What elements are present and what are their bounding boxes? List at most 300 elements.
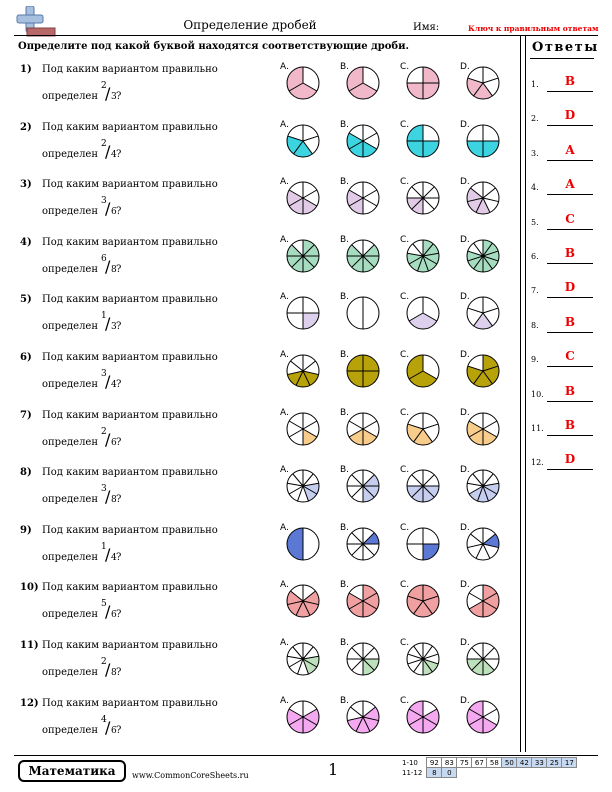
option-letter: C. — [400, 177, 410, 188]
fraction-numerator: 2 — [101, 657, 107, 667]
answer-number: 9. — [531, 355, 539, 365]
option-letter: C. — [400, 119, 410, 130]
fraction-denominator: 8 — [111, 264, 117, 275]
pie-divider — [363, 544, 374, 555]
fraction — [100, 541, 117, 564]
question-mark: ? — [116, 379, 122, 390]
option-letter: D. — [460, 62, 470, 72]
answer-option — [280, 638, 320, 674]
answer-line — [547, 263, 593, 264]
question-fraction-line — [42, 714, 122, 737]
pie-divider — [289, 421, 303, 429]
answer-line — [547, 229, 593, 230]
fraction-pie — [346, 527, 380, 561]
score-cell: 25 — [547, 758, 562, 768]
score-cell: 17 — [562, 758, 577, 768]
fraction-pie — [346, 354, 380, 388]
column-divider — [520, 36, 526, 752]
answer-option — [280, 580, 320, 616]
question-fraction-line — [42, 599, 122, 622]
answer-line — [547, 125, 593, 126]
option-letter: C. — [400, 62, 410, 72]
pie-divider — [423, 187, 434, 198]
question-mark: ? — [116, 551, 122, 563]
answers-title-rule — [530, 58, 594, 59]
fraction-pie — [466, 124, 500, 158]
answer-number: 10. — [531, 389, 544, 399]
question-text: Под каким вариантом правильно — [42, 294, 218, 306]
fraction-pie — [406, 412, 440, 446]
fraction-numerator: 2 — [101, 426, 107, 437]
option-letter: B. — [340, 119, 350, 130]
fraction-slash: / — [105, 602, 111, 622]
answer-number: 6. — [531, 252, 539, 261]
answer-item — [531, 311, 597, 337]
fraction-pie — [286, 642, 320, 676]
answer-option — [340, 177, 380, 213]
answer-value: B — [564, 418, 576, 432]
answer-number: 3. — [531, 148, 539, 158]
answer-option — [400, 695, 440, 732]
fraction-pie — [286, 700, 320, 734]
pie-divider — [352, 544, 363, 555]
option-letter: A. — [280, 292, 289, 303]
option-letter: A. — [280, 119, 289, 130]
fraction-slash: / — [105, 141, 111, 161]
answer-item — [531, 276, 597, 302]
answer-option — [340, 62, 380, 98]
fraction — [100, 369, 117, 391]
fraction — [100, 196, 117, 219]
question-number: 4) — [20, 236, 32, 248]
answer-number: 5. — [531, 217, 539, 227]
question-mark: ? — [116, 206, 122, 218]
answer-item — [531, 242, 597, 268]
answer-option — [280, 350, 320, 386]
fraction-pie — [466, 239, 500, 273]
fraction-numerator: 1 — [101, 311, 107, 322]
answer-option — [400, 350, 440, 386]
fraction-numerator: 4 — [101, 714, 107, 725]
fraction-denominator: 6 — [111, 725, 117, 736]
answer-option — [340, 580, 380, 616]
option-letter: B. — [340, 292, 350, 303]
score-cell: 42 — [517, 758, 532, 768]
score-cell: 33 — [532, 758, 547, 768]
answer-option — [400, 292, 440, 328]
pie-divider — [470, 534, 483, 544]
answer-option — [460, 522, 500, 559]
answer-option — [400, 119, 440, 156]
question-row — [0, 116, 520, 174]
question-row — [0, 519, 520, 577]
fraction-pie — [466, 66, 500, 100]
fraction-pie — [346, 642, 380, 676]
answer-option — [340, 407, 380, 444]
answer-option — [340, 119, 380, 156]
answer-value: B — [564, 383, 576, 398]
pie-divider — [467, 544, 483, 548]
answer-option — [280, 465, 320, 501]
score-row-label: 1-10 — [402, 758, 418, 767]
option-letter: B. — [340, 580, 350, 591]
pie-divider — [303, 421, 317, 429]
question-mark: ? — [116, 724, 122, 736]
fraction-pie — [406, 181, 440, 215]
answer-option — [400, 234, 440, 271]
option-letter: C. — [400, 580, 410, 591]
fraction — [100, 81, 117, 103]
answer-number: 8. — [531, 320, 539, 330]
pie-divider — [363, 421, 377, 429]
answer-item — [531, 345, 597, 371]
fraction-pie — [466, 642, 500, 676]
fraction-numerator: 2 — [101, 81, 107, 91]
fraction-pie — [286, 469, 320, 503]
option-letter: C. — [400, 522, 410, 533]
fraction-numerator: 1 — [101, 541, 107, 552]
answers-title: Ответы — [532, 40, 599, 55]
answer-option — [460, 62, 500, 98]
question-mark: ? — [116, 436, 122, 448]
question-mark: ? — [116, 321, 122, 333]
fraction-pie — [346, 469, 380, 503]
answer-option — [400, 580, 440, 616]
pie-shaded-slice — [363, 141, 377, 157]
pie-divider — [350, 707, 363, 717]
option-letter: D. — [460, 580, 470, 591]
pie-divider — [363, 198, 377, 206]
question-text-2: определен — [42, 321, 99, 333]
fraction-pie — [346, 412, 380, 446]
question-row — [0, 461, 520, 519]
fraction-denominator: 6 — [111, 437, 117, 448]
fraction-denominator: 8 — [111, 495, 117, 506]
question-text-2: определен — [42, 724, 99, 736]
answer-option — [280, 177, 320, 213]
fraction-pie — [466, 584, 500, 618]
fraction-pie — [466, 700, 500, 734]
pie-divider — [303, 361, 316, 371]
answer-option — [280, 292, 320, 328]
fraction-pie — [466, 469, 500, 503]
option-letter: B. — [340, 350, 350, 360]
instructions: Определите под какой буквой находятся соответствующие дроби. — [18, 41, 409, 52]
question-number: 3) — [20, 179, 32, 191]
fraction — [100, 311, 117, 334]
question-text: Под каким вариантом правильно — [42, 640, 218, 651]
question-fraction-line — [42, 541, 122, 564]
answer-item — [531, 380, 597, 406]
option-letter: B. — [340, 62, 350, 72]
answer-option — [280, 234, 320, 271]
question-mark: ? — [116, 609, 122, 621]
answer-number: 12. — [531, 458, 544, 468]
fraction-pie — [406, 239, 440, 273]
question-text: Под каким вариантом правильно — [42, 64, 218, 75]
pie-divider — [349, 421, 363, 429]
score-grid — [400, 757, 577, 778]
fraction-pie — [286, 354, 320, 388]
question-mark: ? — [116, 667, 122, 678]
fraction-pie — [286, 124, 320, 158]
answer-option — [340, 350, 380, 386]
fraction-numerator: 3 — [101, 484, 107, 495]
answer-option — [280, 407, 320, 444]
pie-divider — [483, 709, 497, 717]
question-fraction-line — [42, 369, 122, 391]
question-text-2: определен — [42, 379, 99, 390]
fraction-pie — [406, 642, 440, 676]
fraction-pie — [466, 181, 500, 215]
answer-option — [400, 465, 440, 501]
question-number: 7) — [20, 409, 32, 421]
name-label: Имя: — [413, 22, 440, 33]
question-text: Под каким вариантом правильно — [42, 179, 218, 191]
answer-item — [531, 104, 597, 130]
pie-shaded-slice — [409, 313, 437, 329]
pie-shaded-slice — [303, 429, 317, 445]
pie-divider — [483, 188, 496, 198]
answer-option — [280, 119, 320, 156]
pie-divider — [352, 659, 363, 670]
option-letter: B. — [340, 234, 350, 245]
answer-line — [547, 160, 593, 161]
score-cell: 75 — [457, 758, 472, 768]
question-text-2: определен — [42, 667, 99, 678]
pie-divider — [303, 190, 317, 198]
pie-divider — [303, 136, 318, 141]
answer-option — [460, 119, 500, 156]
option-letter: D. — [460, 119, 470, 130]
option-letter: A. — [280, 350, 289, 360]
fraction-slash: / — [105, 544, 111, 564]
question-number: 11) — [20, 640, 39, 651]
question-fraction-line — [42, 253, 122, 276]
pie-divider — [363, 190, 377, 198]
pie-shaded-slice — [287, 528, 303, 560]
question-text: Под каким вариантом правильно — [42, 352, 218, 363]
fraction-denominator: 3 — [111, 92, 117, 102]
pie-divider — [352, 648, 363, 659]
pie-divider — [290, 361, 303, 371]
score-cell: 0 — [442, 768, 457, 778]
score-cell: 58 — [487, 758, 502, 768]
question-number: 12) — [20, 697, 39, 709]
fraction-pie — [346, 584, 380, 618]
answer-value: C — [565, 211, 575, 226]
question-row — [0, 692, 520, 750]
question-number: 9) — [20, 524, 32, 536]
fraction-pie — [346, 239, 380, 273]
option-letter: D. — [460, 234, 470, 245]
header-rule — [14, 35, 598, 36]
answer-option — [340, 465, 380, 501]
fraction-pie — [466, 527, 500, 561]
pie-divider — [352, 486, 363, 497]
pie-divider — [483, 78, 498, 83]
answer-value: D — [564, 452, 576, 467]
pie-divider — [483, 198, 499, 202]
fraction-pie — [286, 181, 320, 215]
answer-option — [340, 638, 380, 674]
option-letter: C. — [400, 234, 410, 245]
fraction-pie — [286, 527, 320, 561]
answer-option — [460, 407, 500, 444]
pie-divider — [363, 133, 377, 141]
option-letter: D. — [460, 465, 470, 476]
fraction — [100, 599, 117, 622]
answer-item — [531, 448, 597, 474]
pie-shaded-slice — [303, 198, 317, 214]
answer-number: 7. — [531, 286, 539, 296]
answer-option — [280, 62, 320, 98]
answer-item — [531, 208, 597, 234]
question-text: Под каким вариантом правильно — [42, 121, 218, 133]
pie-divider — [352, 475, 363, 486]
question-row — [0, 231, 520, 289]
question-row — [0, 58, 520, 116]
answer-value: B — [564, 246, 576, 260]
question-mark: ? — [116, 148, 122, 160]
answer-option — [460, 234, 500, 271]
pie-shaded-slice — [349, 429, 363, 445]
score-table — [400, 757, 577, 778]
question-row — [0, 173, 520, 231]
option-letter: D. — [460, 350, 470, 360]
answer-line — [547, 435, 593, 436]
logo — [13, 6, 57, 42]
option-letter: D. — [460, 177, 470, 188]
answer-option — [460, 638, 500, 674]
site-url: www.CommonCoreSheets.ru — [132, 771, 249, 780]
fraction-pie — [406, 469, 440, 503]
question-fraction-line — [42, 426, 122, 449]
fraction-pie — [406, 296, 440, 330]
fraction-pie — [346, 296, 380, 330]
fraction — [100, 714, 117, 737]
question-number: 6) — [20, 352, 32, 363]
fraction-pie — [406, 354, 440, 388]
answer-option — [340, 522, 380, 559]
fraction-pie — [286, 412, 320, 446]
answer-line — [547, 297, 593, 298]
question-row — [0, 404, 520, 462]
option-letter: C. — [400, 350, 410, 360]
fraction-numerator: 3 — [101, 196, 107, 207]
fraction-denominator: 6 — [111, 207, 117, 218]
option-letter: B. — [340, 638, 350, 648]
answer-value: A — [565, 142, 575, 157]
answer-option — [400, 522, 440, 559]
fraction-pie — [346, 181, 380, 215]
answer-option — [280, 522, 320, 559]
score-cell: 92 — [427, 758, 442, 768]
fraction-slash: / — [105, 717, 111, 737]
option-letter: C. — [400, 465, 410, 476]
question-text-2: определен — [42, 494, 99, 506]
answer-number: 11. — [531, 424, 544, 433]
fraction — [100, 426, 117, 449]
question-fraction-line — [42, 138, 122, 161]
answer-option — [460, 350, 500, 386]
question-text-2: определен — [42, 551, 99, 563]
option-letter: C. — [400, 407, 410, 418]
question-text-2: определен — [42, 148, 99, 160]
pie-divider — [469, 593, 483, 601]
option-letter: B. — [340, 522, 350, 533]
answer-option — [280, 695, 320, 732]
fraction-denominator: 4 — [111, 149, 117, 160]
fraction-pie — [346, 66, 380, 100]
question-row — [0, 288, 520, 346]
answer-value: B — [564, 74, 576, 88]
fraction-pie — [466, 412, 500, 446]
option-letter: A. — [280, 62, 289, 72]
pie-divider — [423, 424, 438, 429]
pie-divider — [423, 475, 434, 486]
option-letter: A. — [280, 177, 289, 188]
pie-shaded-slice — [469, 601, 483, 617]
question-number: 1) — [20, 64, 32, 75]
question-number: 10) — [20, 582, 39, 594]
answer-option — [460, 580, 500, 616]
answer-line — [547, 91, 593, 92]
fraction-slash: / — [105, 314, 111, 334]
answer-value: A — [565, 177, 575, 192]
fraction-denominator: 3 — [111, 322, 117, 333]
answer-option — [400, 407, 440, 444]
option-letter: A. — [280, 465, 289, 476]
pie-shaded-slice — [483, 429, 497, 445]
answer-value: D — [564, 280, 576, 295]
page-title: Определение дробей — [183, 18, 317, 32]
answer-number: 4. — [531, 183, 539, 193]
pie-shaded-slice — [483, 717, 497, 733]
question-text-2: определен — [42, 263, 99, 275]
question-row — [0, 346, 520, 404]
question-row — [0, 576, 520, 634]
question-text-2: определен — [42, 436, 99, 448]
fraction-numerator: 3 — [101, 369, 107, 379]
option-letter: B. — [340, 465, 350, 476]
question-number: 2) — [20, 121, 32, 133]
answer-item — [531, 70, 597, 96]
option-letter: A. — [280, 580, 289, 591]
option-letter: C. — [400, 638, 410, 648]
answer-option — [460, 177, 500, 213]
question-text: Под каким вариантом правильно — [42, 524, 218, 536]
answer-option — [460, 465, 500, 501]
option-letter: C. — [400, 292, 410, 303]
fraction-pie — [406, 124, 440, 158]
fraction-numerator: 5 — [101, 599, 107, 610]
fraction-denominator: 4 — [111, 552, 117, 563]
question-number: 8) — [20, 467, 32, 479]
fraction-slash: / — [105, 199, 111, 219]
fraction-pie — [406, 66, 440, 100]
pie-divider — [423, 198, 434, 209]
question-fraction-line — [42, 81, 122, 103]
question-row — [0, 634, 520, 692]
fraction-denominator: 8 — [111, 668, 117, 678]
question-text-2: определен — [42, 609, 99, 621]
fraction — [100, 657, 117, 679]
pie-divider — [352, 532, 363, 543]
fraction-pie — [406, 527, 440, 561]
footer-rule — [14, 755, 598, 756]
pie-divider — [468, 308, 483, 313]
